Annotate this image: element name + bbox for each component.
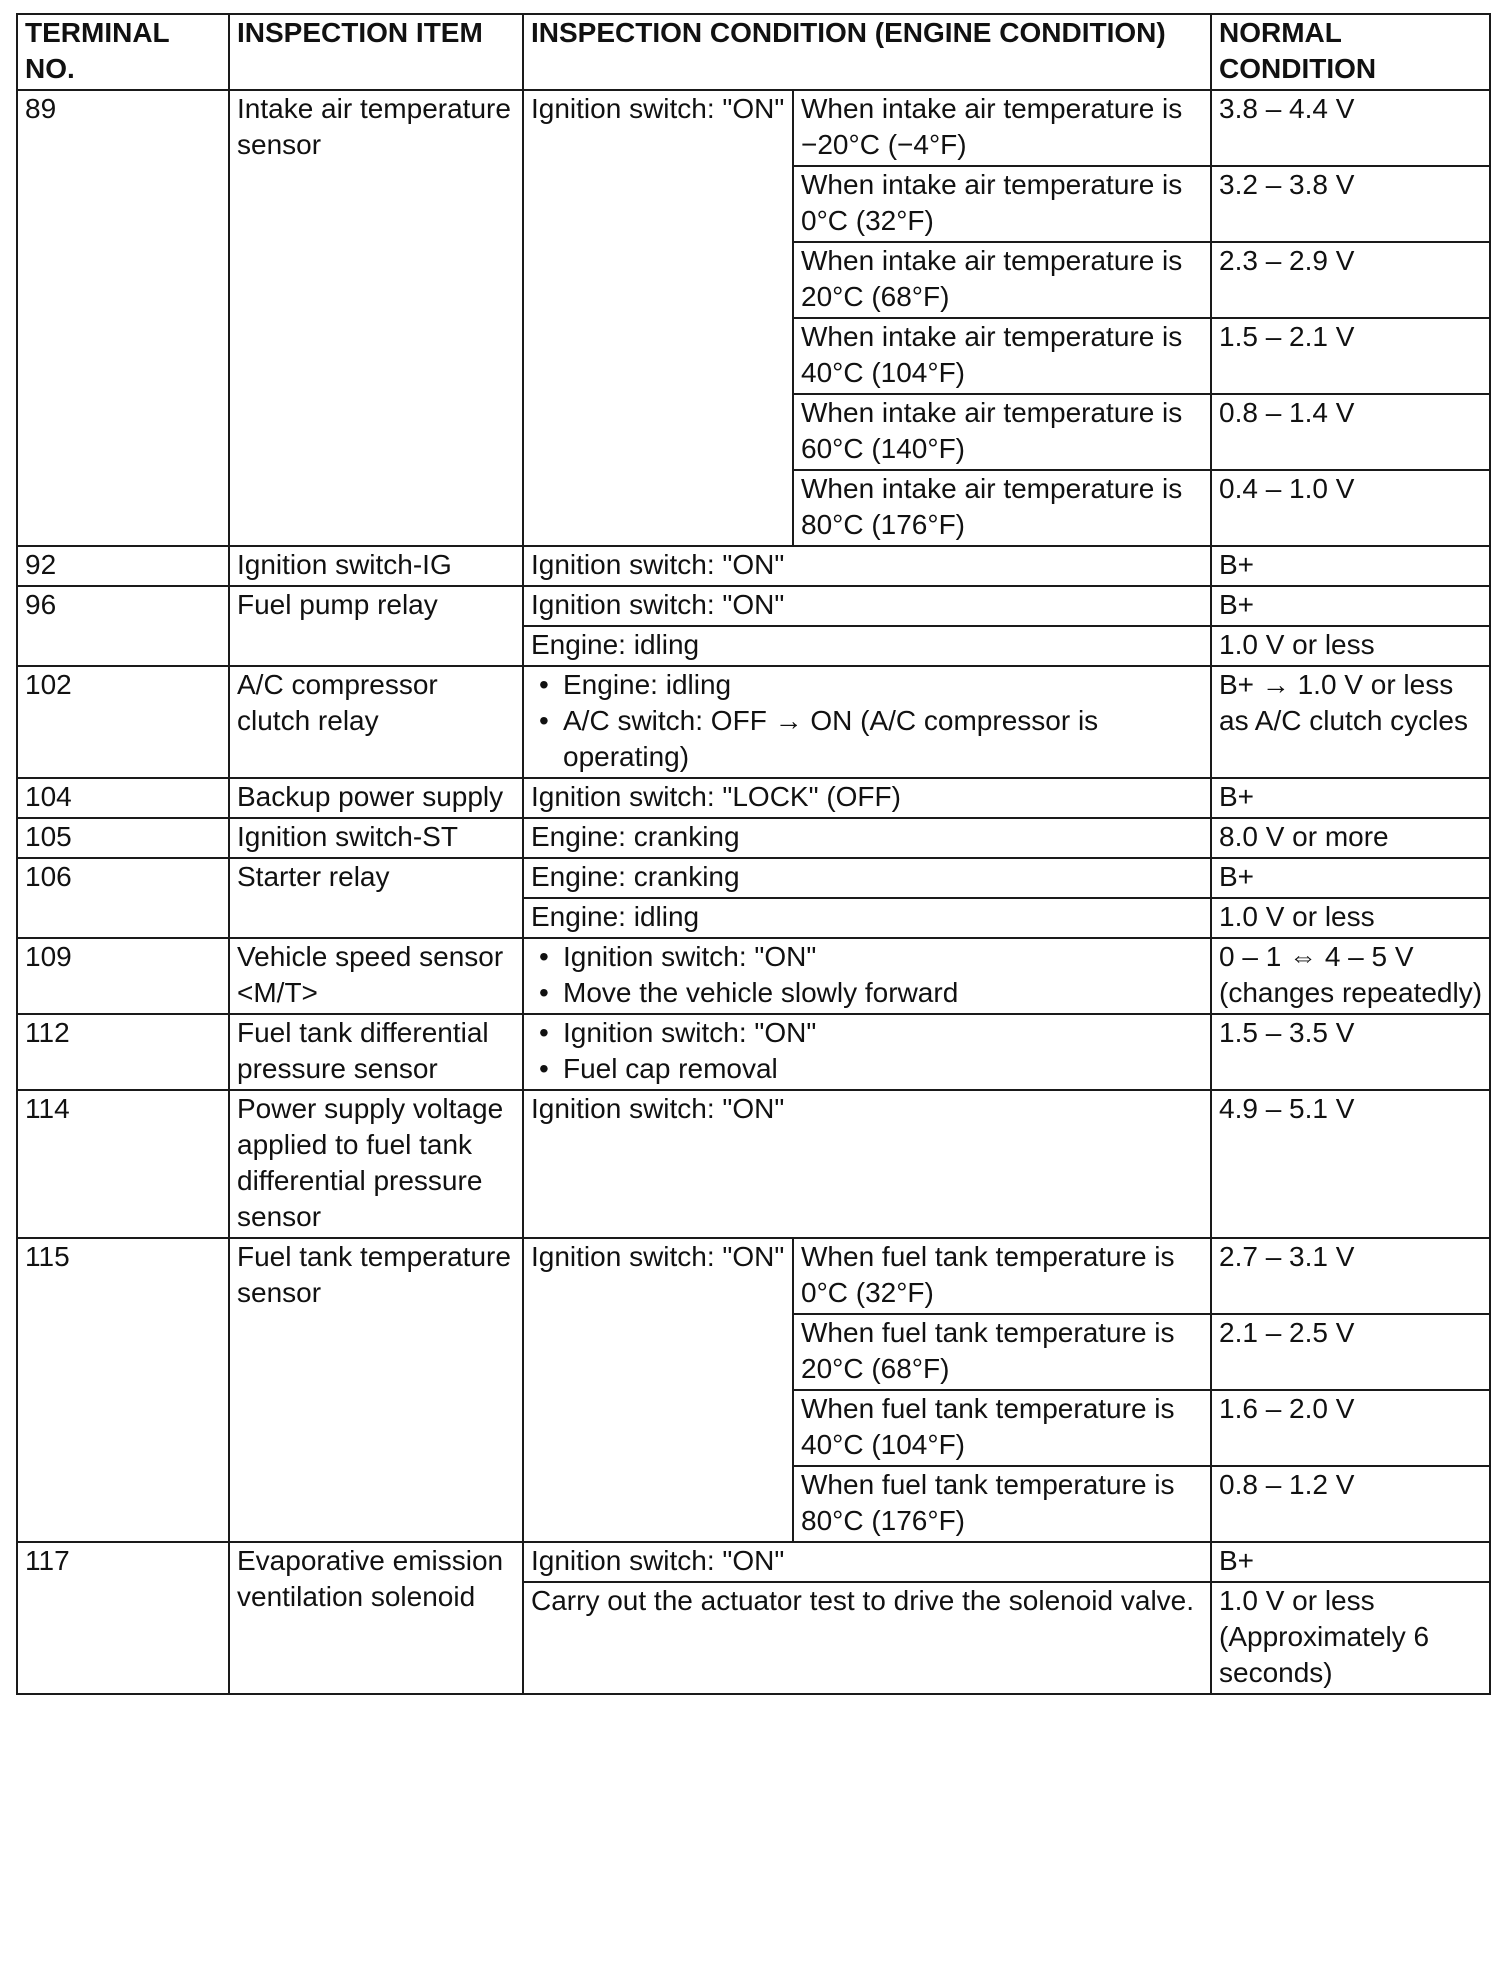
terminal-no-109: 109 — [17, 938, 229, 1014]
inspection-item-89: Intake air temperature sensor — [229, 90, 523, 546]
inspection-condition-104: Ignition switch: "LOCK" (OFF) — [523, 778, 1211, 818]
terminal-no-102: 102 — [17, 666, 229, 778]
normal-value: B+ — [1211, 858, 1490, 898]
inspection-item-92: Ignition switch-IG — [229, 546, 523, 586]
inspection-condition-115: Ignition switch: "ON" — [523, 1238, 793, 1542]
sub-condition: When fuel tank temperature is 0°C (32°F) — [793, 1238, 1211, 1314]
inspection-condition: Ignition switch: "ON" — [523, 586, 1211, 626]
inspection-condition-102 — [523, 666, 1211, 778]
condition-bullet-list — [531, 1015, 1204, 1087]
inspection-item-114: Power supply voltage applied to fuel tank differential pressure sensor — [229, 1090, 523, 1238]
condition-bullet-list — [531, 939, 1204, 1011]
sub-condition: When intake air temperature is 80°C (176°F) — [793, 470, 1211, 546]
terminal-no-115: 115 — [17, 1238, 229, 1542]
list-item: • A/C switch: OFF → ON (A/C compressor is operating) — [531, 703, 1204, 775]
terminal-no-112: 112 — [17, 1014, 229, 1090]
normal-value: 2.1 – 2.5 V — [1211, 1314, 1490, 1390]
table-row — [17, 666, 1490, 778]
inspection-condition: Engine: cranking — [523, 858, 1211, 898]
inspection-item-102: A/C compressor clutch relay — [229, 666, 523, 778]
inspection-item-106: Starter relay — [229, 858, 523, 938]
list-item: • Move the vehicle slowly forward — [531, 975, 1204, 1011]
table-row — [17, 1090, 1490, 1238]
table-row — [17, 546, 1490, 586]
normal-value: 3.2 – 3.8 V — [1211, 166, 1490, 242]
list-item: • Ignition switch: "ON" — [531, 939, 1204, 975]
sub-condition: When intake air temperature is 60°C (140°F) — [793, 394, 1211, 470]
table-row — [17, 1238, 1490, 1314]
inspection-item-96: Fuel pump relay — [229, 586, 523, 666]
normal-value: 3.8 – 4.4 V — [1211, 90, 1490, 166]
terminal-no-117: 117 — [17, 1542, 229, 1694]
terminal-no-114: 114 — [17, 1090, 229, 1238]
normal-value: B+ — [1211, 586, 1490, 626]
inspection-condition-114: Ignition switch: "ON" — [523, 1090, 1211, 1238]
inspection-condition: Engine: idling — [523, 626, 1211, 666]
normal-value: 1.0 V or less — [1211, 626, 1490, 666]
normal-value: 1.0 V or less — [1211, 898, 1490, 938]
terminal-no-96: 96 — [17, 586, 229, 666]
header-terminal-no: TERMINAL NO. — [17, 14, 229, 90]
inspection-condition: Carry out the actuator test to drive the solenoid valve. — [523, 1582, 1211, 1694]
table-row — [17, 778, 1490, 818]
normal-value: 0.4 – 1.0 V — [1211, 470, 1490, 546]
normal-value: 1.5 – 2.1 V — [1211, 318, 1490, 394]
inspection-item-104: Backup power supply — [229, 778, 523, 818]
normal-value: 1.6 – 2.0 V — [1211, 1390, 1490, 1466]
normal-value: 1.0 V or less (Approximately 6 seconds) — [1211, 1582, 1490, 1694]
terminal-no-105: 105 — [17, 818, 229, 858]
inspection-condition: Engine: idling — [523, 898, 1211, 938]
normal-value-105: 8.0 V or more — [1211, 818, 1490, 858]
normal-value: 2.3 – 2.9 V — [1211, 242, 1490, 318]
header-row — [17, 14, 1490, 90]
table-row — [17, 938, 1490, 1014]
terminal-inspection-table — [16, 13, 1491, 1695]
table-row — [17, 858, 1490, 898]
inspection-condition-92: Ignition switch: "ON" — [523, 546, 1211, 586]
normal-value-114: 4.9 – 5.1 V — [1211, 1090, 1490, 1238]
inspection-item-117: Evaporative emission ventilation solenoid — [229, 1542, 523, 1694]
table-row — [17, 1542, 1490, 1582]
inspection-item-112: Fuel tank differential pressure sensor — [229, 1014, 523, 1090]
list-item: • Engine: idling — [531, 667, 1204, 703]
sub-condition: When intake air temperature is −20°C (−4°F) — [793, 90, 1211, 166]
inspection-condition-112 — [523, 1014, 1211, 1090]
list-item: • Ignition switch: "ON" — [531, 1015, 1204, 1051]
inspection-condition: Ignition switch: "ON" — [523, 1542, 1211, 1582]
normal-value: 2.7 – 3.1 V — [1211, 1238, 1490, 1314]
header-inspection-condition: INSPECTION CONDITION (ENGINE CONDITION) — [523, 14, 1211, 90]
normal-value-109: 0 – 1 ⇔ 4 – 5 V (changes repeatedly) — [1211, 938, 1490, 1014]
table-row — [17, 586, 1490, 626]
table-row — [17, 90, 1490, 166]
sub-condition: When intake air temperature is 0°C (32°F) — [793, 166, 1211, 242]
inspection-condition-105: Engine: cranking — [523, 818, 1211, 858]
inspection-condition-89: Ignition switch: "ON" — [523, 90, 793, 546]
normal-value: B+ — [1211, 1542, 1490, 1582]
inspection-condition-109 — [523, 938, 1211, 1014]
normal-value: 0.8 – 1.2 V — [1211, 1466, 1490, 1542]
inspection-item-105: Ignition switch-ST — [229, 818, 523, 858]
terminal-no-104: 104 — [17, 778, 229, 818]
condition-bullet-list — [531, 667, 1204, 775]
sub-condition: When fuel tank temperature is 20°C (68°F) — [793, 1314, 1211, 1390]
terminal-no-92: 92 — [17, 546, 229, 586]
sub-condition: When fuel tank temperature is 80°C (176°F) — [793, 1466, 1211, 1542]
table-row — [17, 818, 1490, 858]
normal-value-92: B+ — [1211, 546, 1490, 586]
list-item: • Fuel cap removal — [531, 1051, 1204, 1087]
sub-condition: When intake air temperature is 40°C (104°F) — [793, 318, 1211, 394]
table-row — [17, 1014, 1490, 1090]
header-inspection-item: INSPECTION ITEM — [229, 14, 523, 90]
normal-value-104: B+ — [1211, 778, 1490, 818]
inspection-item-115: Fuel tank temperature sensor — [229, 1238, 523, 1542]
sub-condition: When fuel tank temperature is 40°C (104°F) — [793, 1390, 1211, 1466]
terminal-no-106: 106 — [17, 858, 229, 938]
normal-value: 0.8 – 1.4 V — [1211, 394, 1490, 470]
normal-value-102: B+ → 1.0 V or less as A/C clutch cycles — [1211, 666, 1490, 778]
normal-value-112: 1.5 – 3.5 V — [1211, 1014, 1490, 1090]
terminal-no-89: 89 — [17, 90, 229, 546]
header-normal-condition: NORMAL CONDITION — [1211, 14, 1490, 90]
sub-condition: When intake air temperature is 20°C (68°F) — [793, 242, 1211, 318]
inspection-item-109: Vehicle speed sensor <M/T> — [229, 938, 523, 1014]
